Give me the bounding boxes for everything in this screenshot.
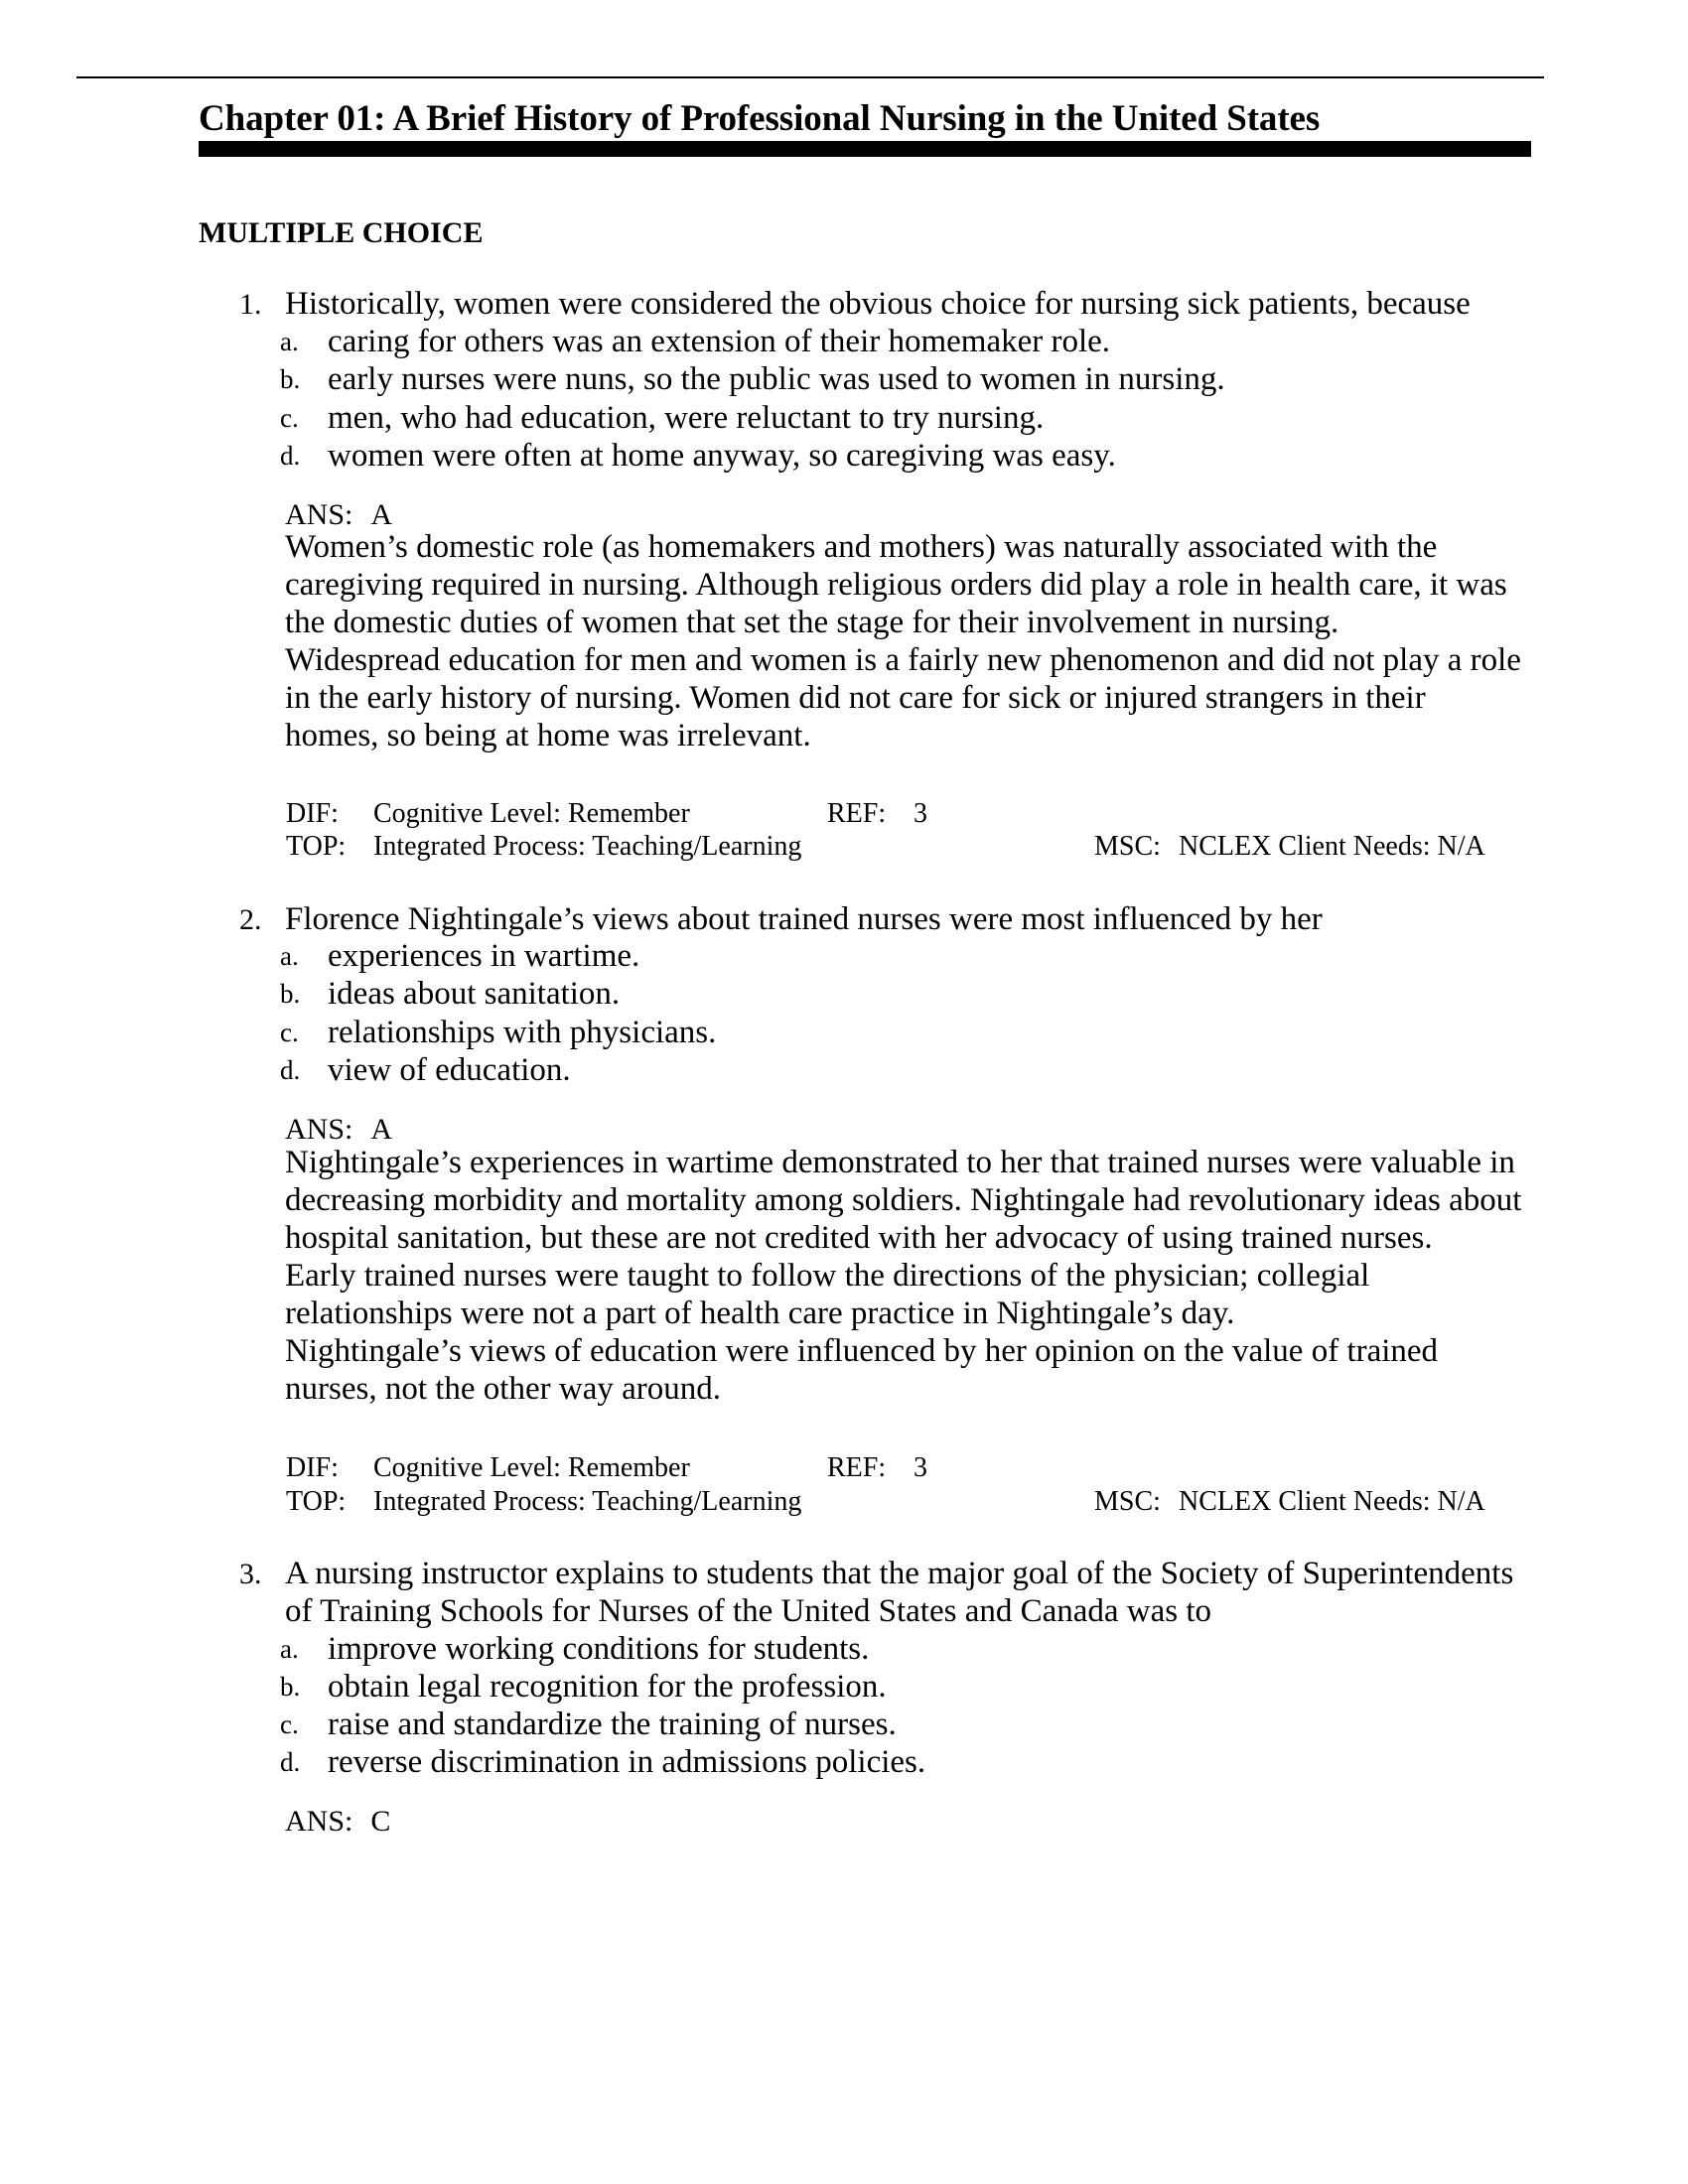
option-text: raise and standardize the training of nurses. <box>328 1706 897 1742</box>
msc-value: NCLEX Client Needs: N/A <box>1179 1486 1485 1517</box>
rationale-line: nurses, not the other way around. <box>285 1371 721 1407</box>
ref-value: 3 <box>914 798 927 829</box>
option-text: reverse discrimination in admissions policies. <box>328 1744 926 1780</box>
rationale <box>285 528 1576 754</box>
rationale-line: decreasing morbidity and mortality among soldiers. Nightingale had revolutionary ideas about <box>285 1182 1522 1218</box>
rationale-line: Nightingale’s views of education were influenced by her opinion on the value of trained <box>285 1333 1439 1369</box>
rationale-line: the domestic duties of women that set the stage for their involvement in nursing. <box>285 605 1339 640</box>
top-value: Integrated Process: Teaching/Learning <box>373 831 802 862</box>
option-text: improve working conditions for students. <box>328 1631 870 1667</box>
rationale-line: homes, so being at home was irrelevant. <box>285 718 811 753</box>
top-label: TOP: <box>286 1486 347 1517</box>
question-stem: Florence Nightingale’s views about trained nurses were most influenced by her <box>285 901 1323 937</box>
option-text: caring for others was an extension of their homemaker role. <box>328 324 1111 359</box>
ref-label: REF: <box>827 1452 887 1483</box>
rationale-line: hospital sanitation, but these are not credited with her advocacy of using trained nurses. <box>285 1220 1433 1256</box>
rationale-line: Early trained nurses were taught to follow the directions of the physician; collegial <box>285 1258 1370 1294</box>
answer-label: ANS: <box>285 498 353 531</box>
dif-value: Cognitive Level: Remember <box>373 1452 690 1483</box>
ref-value: 3 <box>914 1452 927 1483</box>
top-label: TOP: <box>286 831 347 862</box>
question-stem: Historically, women were considered the obvious choice for nursing sick patients, because <box>285 286 1471 322</box>
top-value: Integrated Process: Teaching/Learning <box>373 1486 802 1517</box>
title-underline-bar <box>199 141 1531 157</box>
option-letter: a. <box>280 941 299 971</box>
msc-value: NCLEX Client Needs: N/A <box>1179 831 1485 862</box>
option-text: relationships with physicians. <box>328 1015 717 1050</box>
option-letter: a. <box>280 1634 299 1664</box>
rationale-line: caregiving required in nursing. Although religious orders did play a role in health care, it was <box>285 567 1507 603</box>
option-letter: c. <box>280 1018 299 1047</box>
answer-line <box>285 1805 390 1839</box>
option-letter: d. <box>280 1747 301 1777</box>
header-rule <box>76 76 1544 78</box>
dif-label: DIF: <box>286 1452 339 1483</box>
option-text: early nurses were nuns, so the public was used to women in nursing. <box>328 361 1225 397</box>
question-stem-continued: of Training Schools for Nurses of the United States and Canada was to <box>285 1593 1212 1629</box>
question-number: 3. <box>239 1558 262 1590</box>
option-text: obtain legal recognition for the profession. <box>328 1669 887 1705</box>
question-number: 2. <box>239 903 262 936</box>
option-letter: b. <box>280 979 301 1009</box>
ref-label: REF: <box>827 798 887 829</box>
answer-value: A <box>370 1113 393 1146</box>
option-letter: c. <box>280 1709 299 1739</box>
answer-line <box>285 1113 392 1147</box>
rationale-line: in the early history of nursing. Women did not care for sick or injured strangers in their <box>285 680 1426 716</box>
option-text: ideas about sanitation. <box>328 976 621 1012</box>
msc-label: MSC: <box>1094 831 1161 862</box>
dif-value: Cognitive Level: Remember <box>373 798 690 829</box>
msc-label: MSC: <box>1094 1486 1161 1517</box>
answer-value: C <box>370 1805 391 1838</box>
option-letter: b. <box>280 364 301 394</box>
question-number: 1. <box>239 288 262 321</box>
option-letter: b. <box>280 1672 301 1702</box>
answer-line <box>285 498 392 532</box>
answer-label: ANS: <box>285 1113 353 1146</box>
answer-value: A <box>370 498 393 531</box>
rationale-line: Nightingale’s experiences in wartime demonstrated to her that trained nurses were valuable in <box>285 1145 1515 1180</box>
option-letter: d. <box>280 1055 301 1085</box>
option-text: view of education. <box>328 1052 571 1088</box>
rationale-line: Women’s domestic role (as homemakers and mothers) was naturally associated with the <box>285 529 1438 565</box>
section-heading: MULTIPLE CHOICE <box>199 216 484 249</box>
option-text: experiences in wartime. <box>328 938 640 974</box>
option-letter: d. <box>280 441 301 471</box>
rationale <box>285 1144 1576 1408</box>
answer-label: ANS: <box>285 1805 353 1838</box>
question-stem: A nursing instructor explains to students that the major goal of the Society of Superintendents <box>285 1556 1514 1591</box>
option-text: women were often at home anyway, so caregiving was easy. <box>328 438 1116 474</box>
option-letter: c. <box>280 403 299 433</box>
option-letter: a. <box>280 327 299 356</box>
option-text: men, who had education, were reluctant to try nursing. <box>328 400 1045 436</box>
rationale-line: relationships were not a part of health care practice in Nightingale’s day. <box>285 1296 1235 1331</box>
chapter-title: Chapter 01: A Brief History of Professional Nursing in the United States <box>199 98 1321 139</box>
dif-label: DIF: <box>286 798 339 829</box>
rationale-line: Widespread education for men and women is a fairly new phenomenon and did not play a role <box>285 642 1521 678</box>
